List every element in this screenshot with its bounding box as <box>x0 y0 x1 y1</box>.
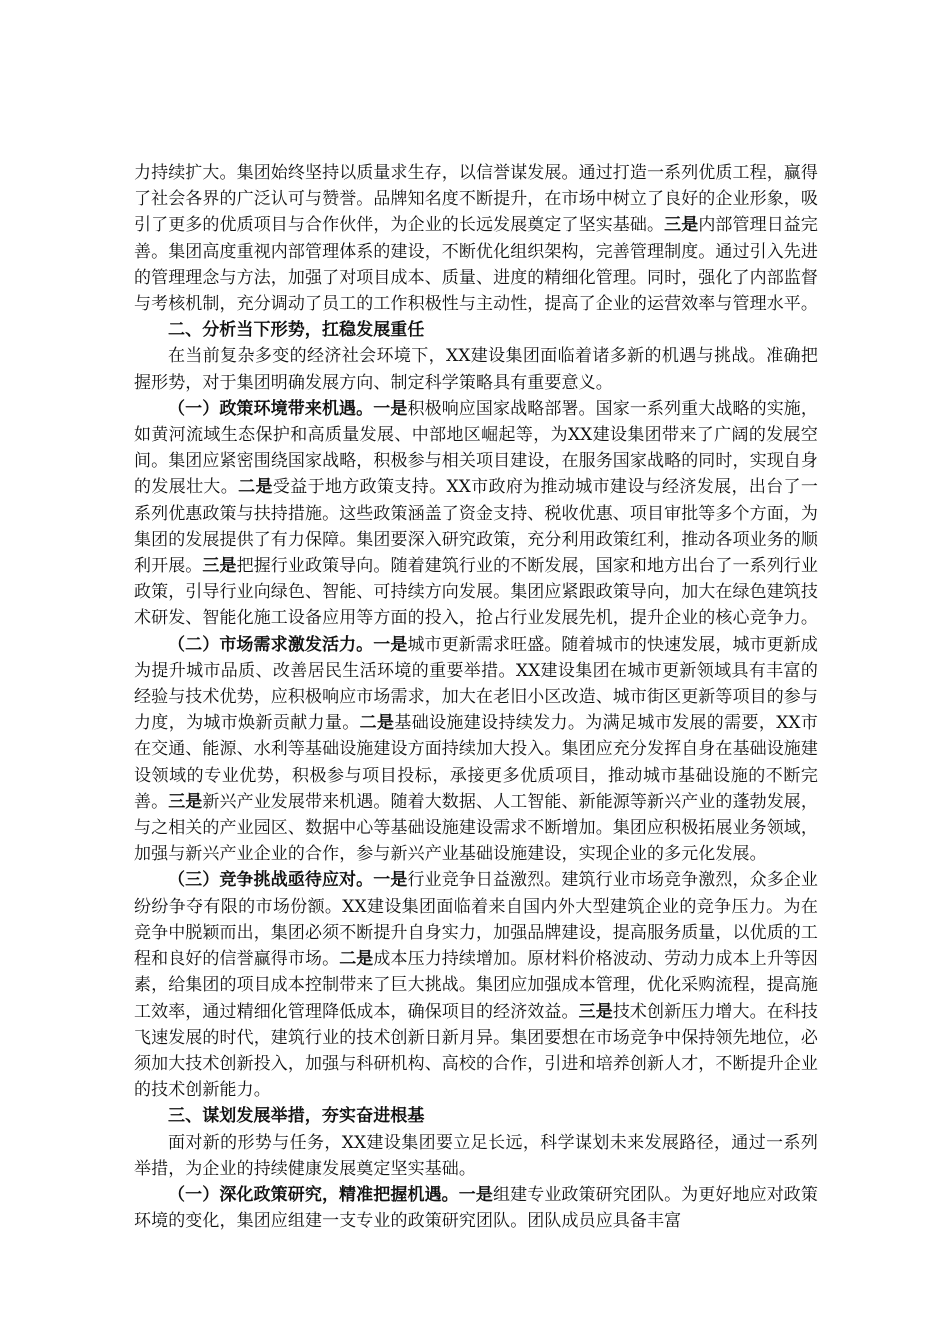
bold-text-run: 三是 <box>168 791 203 812</box>
body-paragraph <box>134 396 818 632</box>
body-paragraph <box>134 343 818 395</box>
bold-text-run: （一）政策环境带来机遇。 <box>168 398 374 419</box>
bold-text-run: 三、谋划发展举措，夯实奋进根基 <box>168 1106 425 1127</box>
text-run: 受益于地方政策支持。XX市政府为推动城市建设与经济发展，出台了一系列优惠政策与扶持措施。这些政策涵盖了资金支持、税收优惠、项目审批等多个方面，为集团的发展提供了有力保障。集团要深入研究政策，充分利用政策红利，推动各项业务的顺利开展。 <box>134 477 819 577</box>
bold-text-run: 一是 <box>458 1184 494 1205</box>
text-run: 在当前复杂多变的经济社会环境下，XX建设集团面临着诸多新的机遇与挑战。准确把握形势，对于集团明确发展方向、制定科学策略具有重要意义。 <box>134 346 818 393</box>
bold-text-run: 一是 <box>373 870 408 891</box>
text-run: 新兴产业发展带来机遇。随着大数据、人工智能、新能源等新兴产业的蓬勃发展，与之相关的产业园区、数据中心等基础设施建设需求不断增加。集团应积极拓展业务领域，加强与新兴产业企业的合作，参与新兴产业基础设施建设，实现企业的多元化发展。 <box>134 791 819 865</box>
text-run: 组建专业政策研究团队。为更好地应对政策环境的变化，集团应组建一支专业的政策研究团队。团队成员应具备丰富 <box>134 1184 819 1232</box>
body-paragraph <box>134 160 818 317</box>
text-run: 积极响应国家战略部署。国家一系列重大战略的实施，如黄河流域生态保护和高质量发展、中部地区崛起等，为XX建设集团带来了广阔的发展空间。集团应紧密围绕国家战略，积极参与相关项目建设，在服务国家战略的同时，实现自身的发展壮大。 <box>134 398 818 498</box>
body-paragraph <box>134 1130 818 1182</box>
text-run: 基础设施建设持续发力。为满足城市发展的需要，XX市在交通、能源、水利等基础设施建设方面持续加大投入。集团应充分发挥自身在基础设施建设领域的专业优势，积极参与项目投标，承接更多优质项目，推动城市基础设施的不断完善。 <box>134 713 818 812</box>
text-run: 内部管理日益完善。集团高度重视内部管理体系的建设，不断优化组织架构，完善管理制度。通过引入先进的管理理念与方法，加强了对项目成本、质量、进度的精细化管理。同时，强化了内部监督与考核机制，充分调动了员工的工作积极性与主动性，提高了企业的运营效率与管理水平。 <box>134 215 819 315</box>
bold-text-run: （二）市场需求激发活力。 <box>168 634 374 655</box>
text-run: 行业竞争日益激烈。建筑行业市场竞争激烈，众多企业纷纷争夺有限的市场份额。XX建设集团面临着来自国内外大型建筑企业的竞争压力。为在竞争中脱颖而出，集团必须不断提升自身实力，加强品牌建设，提高服务质量，以优质的工程和良好的信誉赢得市场。 <box>134 870 818 970</box>
section-heading <box>134 1103 818 1129</box>
bold-text-run: 二是 <box>359 713 395 734</box>
bold-text-run: （三）竞争挑战亟待应对。 <box>168 870 374 891</box>
bold-text-run: 二是 <box>238 477 273 498</box>
section-heading <box>134 317 818 343</box>
body-paragraph <box>134 632 818 868</box>
text-run: 城市更新需求旺盛。随着城市的快速发展，城市更新成为提升城市品质、改善居民生活环境的重要举措。XX建设集团在城市更新领域具有丰富的经验与技术优势，应积极响应市场需求，加大在老旧小区改造、城市街区更新等项目的参与力度，为城市焕新贡献力量。 <box>134 634 818 734</box>
body-paragraph <box>134 867 818 1103</box>
text-run: 技术创新压力增大。在科技飞速发展的时代，建筑行业的技术创新日新月异。集团要想在市场竞争中保持领先地位，必须加大技术创新投入，加强与科研机构、高校的合作，引进和培养创新人才，不断提升企业的技术创新能力。 <box>134 1001 819 1101</box>
bold-text-run: 三是 <box>202 556 237 577</box>
text-run: 把握行业政策导向。随着建筑行业的不断发展，国家和地方出台了一系列行业政策，引导行业向绿色、智能、可持续方向发展。集团应紧跟政策导向，加大在绿色建筑技术研发、智能化施工设备应用等方面的投入，抢占行业发展先机，提升企业的核心竞争力。 <box>134 556 819 629</box>
bold-text-run: 一是 <box>373 398 408 419</box>
bold-text-run: 三是 <box>664 215 699 236</box>
text-run: 成本压力持续增加。原材料价格波动、劳动力成本上升等因素，给集团的项目成本控制带来了巨大挑战。集团应加强成本管理，优化采购流程，提高施工效率，通过精细化管理降低成本，确保项目的经济效益。 <box>134 949 819 1022</box>
text-run: 力持续扩大。集团始终坚持以质量求生存，以信誉谋发展。通过打造一系列优质工程，赢得了社会各界的广泛认可与赞誉。品牌知名度不断提升，在市场中树立了良好的企业形象，吸引了更多的优质项目与合作伙伴，为企业的长远发展奠定了坚实基础。 <box>134 163 818 236</box>
bold-text-run: 一是 <box>373 634 408 655</box>
bold-text-run: （一）深化政策研究，精准把握机遇。 <box>168 1184 459 1205</box>
text-run: 面对新的形势与任务，XX建设集团要立足长远，科学谋划未来发展路径，通过一系列举措，为企业的持续健康发展奠定坚实基础。 <box>134 1132 818 1179</box>
bold-text-run: 三是 <box>578 1001 613 1022</box>
body-paragraph <box>134 1182 818 1234</box>
bold-text-run: 二是 <box>339 949 374 970</box>
document-page <box>134 160 818 1234</box>
bold-text-run: 二、分析当下形势，扛稳发展重任 <box>168 320 425 341</box>
